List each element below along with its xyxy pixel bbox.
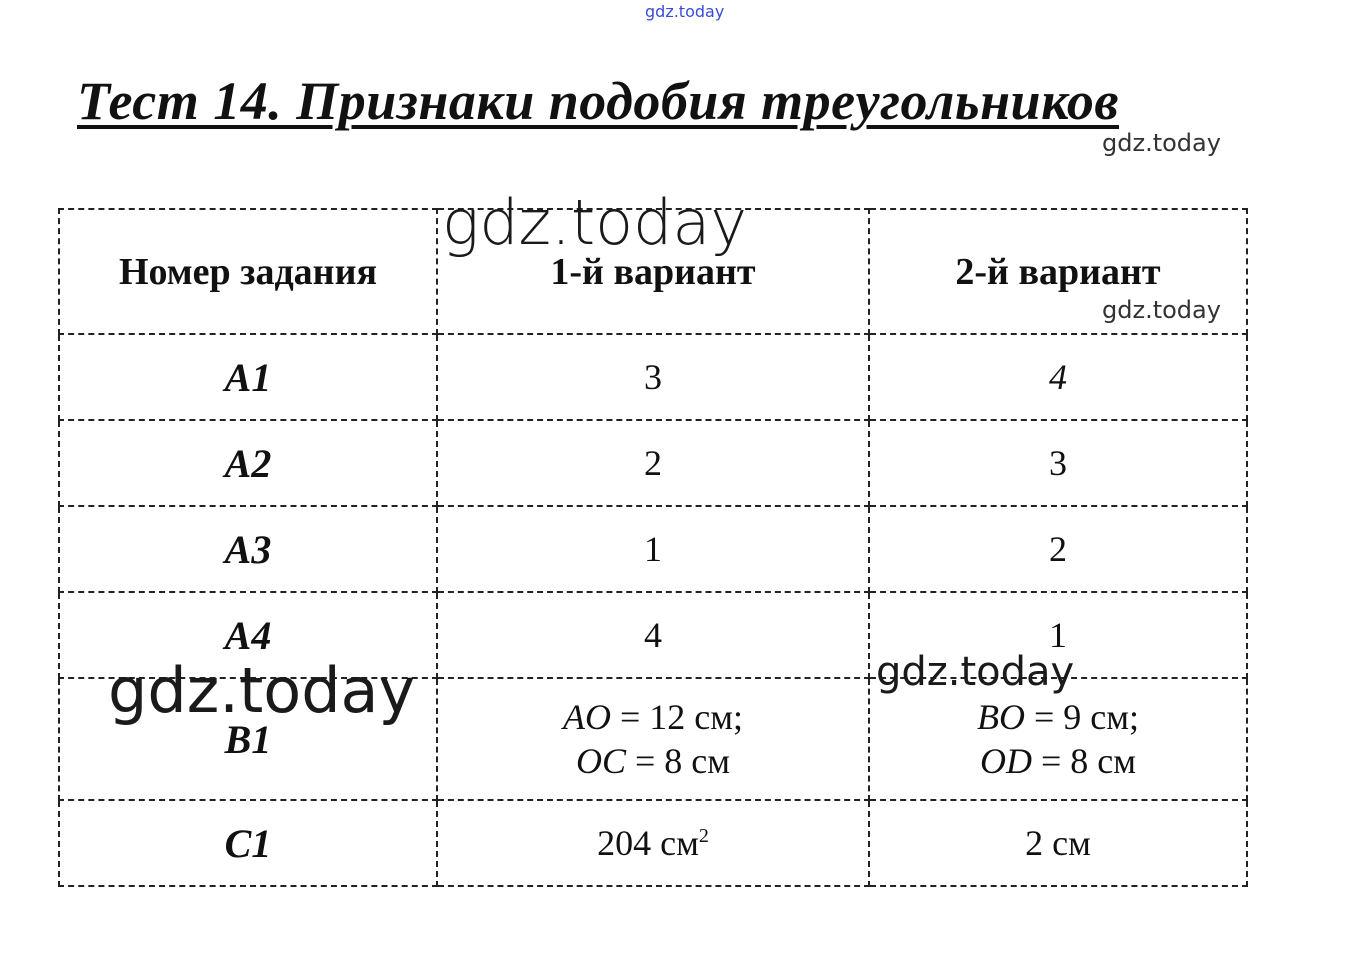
header-variant-2: 2-й вариант — [869, 209, 1247, 334]
watermark-mid: gdz.today — [876, 649, 1075, 695]
answers-table — [58, 208, 1248, 887]
answer-line — [438, 695, 868, 739]
answer-variant-1 — [437, 800, 869, 886]
answer-variant-1 — [437, 678, 869, 800]
table-row-b1 — [59, 678, 1247, 800]
segment-name: OC — [575, 741, 626, 781]
table-row-c1 — [59, 800, 1247, 886]
task-label: A4 — [59, 592, 437, 678]
table-row — [59, 420, 1247, 506]
task-label: B1 — [59, 678, 437, 800]
watermark-top: gdz.today — [645, 2, 725, 21]
watermark-title: gdz.today — [1102, 129, 1221, 157]
answer-variant-2: 3 — [869, 420, 1247, 506]
segment-value: = 12 см; — [610, 697, 744, 737]
answer-line — [438, 739, 868, 783]
task-label: A3 — [59, 506, 437, 592]
watermark-header: gdz.today — [1102, 296, 1221, 324]
segment-value: = 8 см — [625, 741, 731, 781]
answer-variant-2: 2 — [869, 506, 1247, 592]
table-row — [59, 506, 1247, 592]
table-header-row — [59, 209, 1247, 334]
answer-variant-1: 4 — [437, 592, 869, 678]
table-row — [59, 334, 1247, 420]
segment-name: BO — [976, 697, 1025, 737]
header-variant-1: 1-й вариант — [437, 209, 869, 334]
answer-line — [870, 695, 1246, 739]
area-exponent: 2 — [698, 825, 709, 847]
answer-variant-1: 2 — [437, 420, 869, 506]
table-row — [59, 592, 1247, 678]
watermark-large-2: gdz.today — [108, 654, 416, 727]
answer-variant-2: 4 — [869, 334, 1247, 420]
segment-name: AO — [562, 697, 611, 737]
header-task-number: Номер задания — [59, 209, 437, 334]
segment-name: OD — [979, 741, 1032, 781]
task-label: A1 — [59, 334, 437, 420]
task-label: A2 — [59, 420, 437, 506]
answer-line — [870, 739, 1246, 783]
page-title: Тест 14. Признаки подобия треугольников — [77, 71, 1120, 131]
watermark-large-1: gdz.today — [442, 186, 748, 259]
answer-variant-2: 1 — [869, 592, 1247, 678]
task-label: C1 — [59, 800, 437, 886]
segment-value: = 8 см — [1031, 741, 1137, 781]
answer-variant-1: 3 — [437, 334, 869, 420]
answer-variant-2 — [869, 678, 1247, 800]
area-value: 204 см — [597, 823, 699, 863]
answer-variant-2: 2 см — [869, 800, 1247, 886]
answer-variant-1: 1 — [437, 506, 869, 592]
segment-value: = 9 см; — [1024, 697, 1140, 737]
